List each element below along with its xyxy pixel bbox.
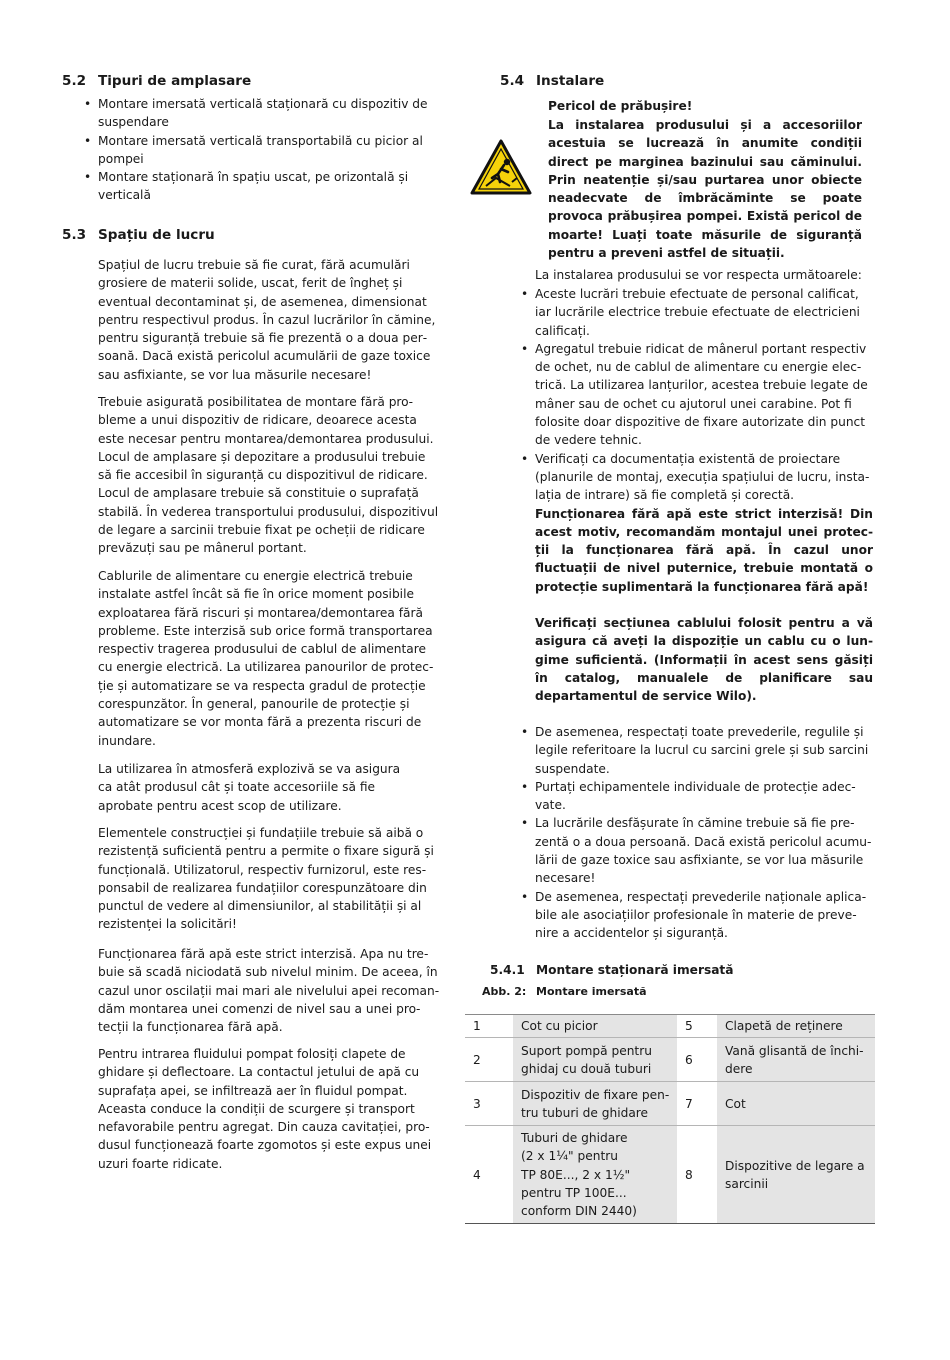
table-row — [465, 1015, 875, 1038]
section-5-4-1-heading — [490, 961, 734, 979]
legend-label: Suport pompă pentru ghidaj cu două tuburi — [513, 1038, 677, 1082]
section-5-4-heading — [500, 72, 604, 90]
falling-hazard-warning-icon — [470, 138, 532, 196]
legend-number: 8 — [677, 1126, 717, 1224]
paragraph: Elementele construcției și fundațiile trebuie să aibă o rezistență suficientă pentru a permite o fixare sigură și funcțională. Utilizatorul, respectiv furnizorul, este responsabil de realizarea fundațiilor corespunzătoare din punctul de vedere al dimensiunilor, al stabilității și al rezistenței la solicitări! — [98, 826, 434, 932]
section-title: Instalare — [536, 73, 605, 89]
legend-number: 3 — [465, 1082, 513, 1126]
section-number: 5.3 — [62, 227, 87, 243]
list-item: • De asemenea, respectați prevederile naționale aplicabile ale asociațiilor profesionale în materie de prevenire a accidentelor și siguranță. — [521, 888, 873, 943]
legend-number: 7 — [677, 1082, 717, 1126]
legend-label: Dispozitiv de fixare pentru tuburi de ghidare — [513, 1082, 677, 1126]
figure-caption — [482, 983, 647, 1001]
paragraph: Pentru intrarea fluidului pompat folosiți clapete de ghidare și deflectoare. La contactul jetului de apă cu suprafața apei, se infiltrează aer în fluidul pompat. Aceasta conduce la condiții de scurgere și transport nefavorabile pentru agregat. Din cauza cavitației, produsul funcționează foarte zgomotos și este expus unei uzuri foarte ridicate. — [98, 1047, 432, 1171]
paragraph: Cablurile de alimentare cu energie electrică trebuie instalate astfel încât să fie în orice moment posibile exploatarea fără riscuri și montarea/demontarea fără probleme. Este interzisă sub orice formă transportarea respectiv tragerea produsului de cablul de alimentare cu energie electrică. La utilizarea panourilor de protecție și automatizare se va respecta gradul de protecție corespunzător. În general, panourile de protecție și automatizare se vor monta fără a prezenta riscuri de inundare. — [98, 569, 434, 748]
additional-rules-list — [521, 723, 873, 943]
section-title: Spațiu de lucru — [98, 227, 215, 243]
section-5-2-heading — [62, 72, 251, 90]
list-item: • Montare staționară în spațiu uscat, pe orizontală și verticală — [84, 168, 436, 205]
section-title: Montare staționară imersată — [536, 963, 734, 977]
legend-label: Cot — [717, 1082, 875, 1126]
figure-legend-table — [465, 1014, 875, 1224]
list-item: • Montare imersată verticală transportabilă cu picior al pompei — [84, 132, 436, 169]
legend-number: 5 — [677, 1015, 717, 1038]
installation-requirements-list — [521, 285, 873, 706]
legend-label: Clapetă de reținere — [717, 1015, 875, 1038]
cable-check-note: Verificați secțiunea cablului folosit pentru a vă asigura că aveți la dispoziție un cablu cu o lungime suficientă. (Informații în acest sens găsiți în catalog, manualele de planificare sau departamentul de service Wilo). — [535, 616, 873, 704]
list-item: • Agregatul trebuie ridicat de mânerul portant respectiv de ochet, nu de cablul de alimentare cu energie electrică. La utilizarea lanțurilor, acestea trebuie legate de mâner sau de ochet cu ajutorul unei carabine. Pot fi folosite doar dispozitive de fixare autorizate din punct de vedere tehnic. — [521, 340, 873, 450]
figure-number: Abb. 2: — [482, 985, 527, 998]
paragraph: La utilizarea în atmosferă explozivă se va asigura ca atât produsul cât și toate accesoriile să fie aprobate pentru acest scop de utilizare. — [98, 762, 401, 813]
list-item — [521, 450, 873, 706]
list-item-text: Verificați ca documentația existentă de proiectare (planurile de montaj, execuția spațiului de lucru, instalația de intrare) să fie completă și corectă. — [535, 451, 870, 503]
legend-number: 6 — [677, 1038, 717, 1082]
list-item: • Purtați echipamentele individuale de protecție adecvate. — [521, 778, 873, 815]
section-number: 5.4.1 — [490, 963, 525, 977]
placement-types-list — [84, 95, 436, 205]
legend-number: 1 — [465, 1015, 513, 1038]
section-title: Tipuri de amplasare — [98, 73, 252, 89]
dry-run-warning: Funcționarea fără apă este strict interzisă! Din acest motiv, recomandăm montajul unei protecții la funcționarea fără apă. În cazul unor fluctuații de nivel puternice, trebuie montată o protecție suplimentară la funcționarea fără apă! — [535, 506, 873, 594]
table-row — [465, 1082, 875, 1126]
table-row — [465, 1126, 875, 1224]
legend-label: Tuburi de ghidare (2 x 1¼" pentru TP 80E..., 2 x 1½" pentru TP 100E... conform DIN 2440) — [513, 1126, 677, 1224]
section-number: 5.4 — [500, 73, 525, 89]
list-item: • Montare imersată verticală staționară cu dispozitiv de suspendare — [84, 95, 436, 132]
legend-label: Cot cu picior — [513, 1015, 677, 1038]
paragraph: Trebuie asigurată posibilitatea de montare fără probleme a unui dispozitiv de ridicare, deoarece acesta este necesar pentru montarea/demontarea produsului. Locul de amplasare și depozitare a produsului trebuie să fie accesibil în siguranță cu dispozitivul de ridicare. Locul de amplasare trebuie să constituie o suprafață stabilă. În vederea transportului produsului, dispozitivul de legare a sarcinii trebuie fixat pe ocheții de ridicare prevăzuți sau pe mânerul portant. — [98, 395, 439, 556]
table-row — [465, 1038, 875, 1082]
legend-number: 2 — [465, 1038, 513, 1082]
section-5-3-heading — [62, 226, 215, 244]
figure-title: Montare imersată — [536, 985, 647, 998]
legend-number: 4 — [465, 1126, 513, 1224]
legend-label: Vană glisantă de închidere — [717, 1038, 875, 1082]
warning-title: Pericol de prăbușire! — [548, 99, 693, 113]
legend-label: Dispozitive de legare a sarcinii — [717, 1126, 875, 1224]
list-item: • Aceste lucrări trebuie efectuate de personal calificat, iar lucrările electrice trebuie efectuate de electricieni calificați. — [521, 285, 873, 340]
section-number: 5.2 — [62, 73, 87, 89]
warning-text: La instalarea produsului și a accesoriilor acestuia se lucrează în anumite condiții direct pe marginea bazinului sau căminului. Prin neatenție și/sau purtarea unor obiecte neadecvate de îmbrăcăminte se poate provoca prăbușirea pompei. Există pericol de moarte! Luați toate măsurile de siguranță pentru a preveni astfel de situații. — [548, 118, 862, 261]
list-item: • La lucrările desfășurate în cămine trebuie să fie prezentă o a doua persoană. Dacă există pericolul acumulării de gaze toxice sau asfixiante, se vor lua măsurile necesare! — [521, 814, 873, 887]
paragraph: La instalarea produsului se vor respecta următoarele: — [535, 268, 862, 282]
paragraph: Funcționarea fără apă este strict interzisă. Apa nu trebuie să scadă niciodată sub nivelul minim. De aceea, în cazul unor oscilații mai mari ale nivelului apei recomandăm montarea unei comenzi de nivel sau a unei protecții la funcționarea fără apă. — [98, 947, 440, 1035]
paragraph: Spațiul de lucru trebuie să fie curat, fără acumulări grosiere de materii solide, uscat, ferit de îngheț și eventual decontaminat și, de asemenea, dimensionat pentru respectivul produs. În cazul lucrărilor în cămine, pentru siguranță trebuie să fie prezentă o a doua persoană. Dacă există pericolul acumulării de gaze toxice sau asfixiante, se vor lua măsurile necesare! — [98, 258, 436, 382]
list-item: • De asemenea, respectați toate prevederile, regulile și legile referitoare la lucrul cu sarcini grele și sub sarcini suspendate. — [521, 723, 873, 778]
